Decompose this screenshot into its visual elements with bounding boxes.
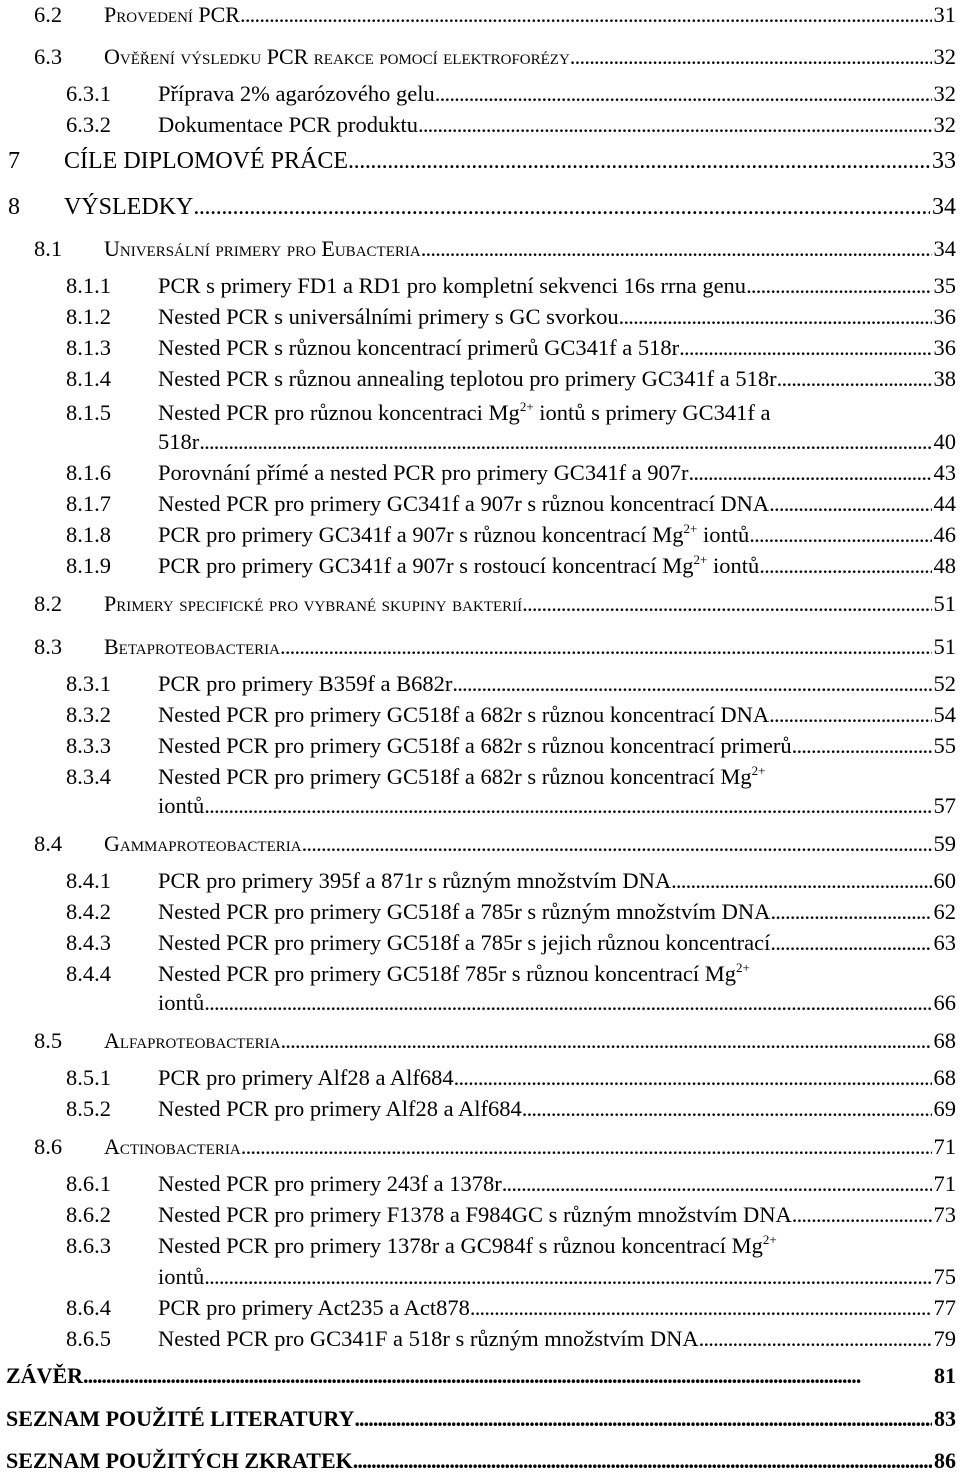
toc-entry[interactable] [66, 1170, 956, 1198]
section-number: 8.1.7 [66, 491, 111, 516]
toc-entry[interactable] [66, 80, 956, 108]
page-number: 77 [933, 1295, 956, 1320]
page-number: 73 [933, 1202, 956, 1227]
dot-leader [699, 1325, 932, 1353]
section-title: Nested PCR pro primery GC518f a 682r s různou koncentrací primerů [158, 733, 792, 758]
toc-entry[interactable] [66, 670, 956, 698]
section-title: Actinobacteria [104, 1134, 241, 1159]
page-number: 83 [934, 1406, 956, 1431]
page-number: 54 [933, 702, 956, 727]
section-number: 6.2 [34, 2, 63, 27]
toc-entry[interactable] [66, 399, 956, 427]
dot-leader [792, 1201, 932, 1229]
dot-leader [619, 303, 932, 331]
toc-entry[interactable] [66, 490, 956, 518]
toc-entry[interactable] [66, 365, 956, 393]
page-number: 44 [933, 491, 956, 516]
dot-leader [777, 365, 932, 393]
section-number: 6.3 [34, 44, 63, 69]
section-number: 8.1.2 [66, 304, 111, 329]
dot-leader [241, 1133, 932, 1161]
page-number: 35 [933, 273, 956, 298]
section-title: Nested PCR pro primery GC518f a 785r s různým množstvím DNA [158, 899, 771, 924]
section-title: Nested PCR pro primery GC518f a 785r s jejich různou koncentrací [158, 930, 771, 955]
toc-entry[interactable] [34, 633, 956, 661]
section-number: 6.3.2 [66, 112, 111, 137]
toc-entry[interactable] [66, 552, 956, 580]
chapter-number: 7 [8, 148, 20, 174]
page-number: 60 [933, 868, 956, 893]
page-number: 69 [933, 1096, 956, 1121]
dot-leader [689, 459, 932, 487]
section-number: 8.5 [34, 1028, 63, 1053]
section-title: PCR pro primery Alf28 a Alf684 [158, 1065, 454, 1090]
section-title: Nested PCR pro různou koncentraci $Mg^{2+}$ iontů s primery GC341f a [158, 398, 771, 425]
dot-leader [792, 732, 932, 760]
dot-leader [354, 1405, 932, 1433]
section-title: Nested PCR s universálními primery s GC svorkou [158, 304, 619, 329]
section-title: Betaproteobacteria [104, 634, 280, 659]
toc-entry[interactable] [34, 590, 956, 618]
toc-entry[interactable] [66, 701, 956, 729]
section-number: 8.3.3 [66, 733, 111, 758]
section-number: 8.5.1 [66, 1065, 111, 1090]
page-number: 34 [933, 236, 956, 261]
section-number: 8.4.3 [66, 930, 111, 955]
section-title: Příprava 2% agarózového gelu [158, 81, 435, 106]
section-number: 8.4 [34, 831, 63, 856]
toc-entry[interactable] [6, 1447, 956, 1475]
toc-entry-continuation[interactable] [158, 428, 956, 456]
section-number: 8.1 [34, 236, 63, 261]
section-number: 8.1.1 [66, 273, 111, 298]
dot-leader [502, 1170, 932, 1198]
page-number: 51 [933, 634, 956, 659]
page-number: 66 [933, 990, 956, 1015]
page-number: 48 [933, 553, 956, 578]
dot-leader [204, 989, 931, 1017]
section-number: 8.5.2 [66, 1096, 111, 1121]
toc-entry[interactable] [66, 1064, 956, 1092]
dot-leader [435, 80, 932, 108]
toc-entry[interactable] [66, 763, 956, 791]
section-number: 8.6.5 [66, 1326, 111, 1351]
page-number: 34 [932, 194, 956, 220]
dot-leader [421, 235, 932, 263]
toc-entry[interactable] [66, 111, 956, 139]
section-title: Nested PCR s různou annealing teplotou pro primery GC341f a 518r [158, 366, 777, 391]
dot-leader [679, 334, 931, 362]
section-title: Universální primery pro Eubacteria [104, 236, 421, 261]
chapter-title: VÝSLEDKY [64, 194, 194, 220]
toc-entry[interactable] [66, 459, 956, 487]
toc-entry[interactable] [34, 235, 956, 263]
section-title-continuation: iontů [158, 793, 205, 818]
section-title: Nested PCR pro primery F1378 a F984GC s různým množstvím DNA [158, 1202, 792, 1227]
section-number: 8.3.4 [66, 764, 111, 789]
toc-entry[interactable] [66, 1232, 956, 1260]
toc-entry[interactable] [66, 1325, 956, 1353]
section-title: Nested PCR pro primery GC518f a 682r s různou koncentrací DNA [158, 702, 770, 727]
toc-entry[interactable] [8, 147, 956, 175]
section-title: Alfaproteobacteria [104, 1028, 281, 1053]
section-number: 6.3.1 [66, 81, 111, 106]
chapter-title: SEZNAM POUŽITÉ LITERATURY [6, 1406, 355, 1431]
dot-leader [570, 43, 932, 71]
toc-entry[interactable] [66, 867, 956, 895]
dot-leader [759, 552, 931, 580]
section-title: PCR pro primery 395f a 871r s různým množstvím DNA [158, 868, 672, 893]
dot-leader [280, 1027, 931, 1055]
dot-leader [522, 590, 931, 618]
toc-entry-continuation[interactable] [158, 792, 956, 820]
section-number: 8.6.4 [66, 1295, 111, 1320]
dot-leader [769, 701, 931, 729]
section-number: 8.1.9 [66, 553, 111, 578]
page-number: 32 [933, 112, 956, 137]
dot-leader [770, 929, 931, 957]
section-number: 8.1.8 [66, 522, 111, 547]
section-title: Gammaproteobacteria [104, 831, 302, 856]
dot-leader [470, 1294, 932, 1322]
page-number: 71 [933, 1134, 956, 1159]
toc-entry[interactable] [8, 193, 956, 221]
page-number: 57 [933, 793, 956, 818]
page-number: 68 [933, 1065, 956, 1090]
section-number: 8.6.2 [66, 1202, 111, 1227]
dot-leader [746, 272, 931, 300]
section-title: Nested PCR pro GC341F a 518r s různým množstvím DNA [158, 1326, 699, 1351]
section-number: 8.1.3 [66, 335, 111, 360]
dot-leader [280, 633, 932, 661]
page-number: 55 [933, 733, 956, 758]
section-number: 8.3 [34, 634, 63, 659]
toc-entry-continuation[interactable] [158, 989, 956, 1017]
section-number: 8.6 [34, 1134, 63, 1159]
dot-leader [193, 193, 930, 221]
section-title: PCR pro primery Act235 a Act878 [158, 1295, 470, 1320]
section-title: PCR pro primery GC341f a 907r s rostoucí koncentrací $Mg^{2+}$ iontů [158, 551, 760, 578]
page-number: 81 [934, 1363, 956, 1388]
section-title: Porovnání přímé a nested PCR pro primery GC341f a 907r [158, 460, 689, 485]
dot-leader [418, 111, 932, 139]
chapter-title: SEZNAM POUŽITÝCH ZKRATEK [6, 1448, 353, 1473]
page-number: 43 [933, 460, 956, 485]
toc-entry[interactable] [66, 334, 956, 362]
chapter-title: CÍLE DIPLOMOVÉ PRÁCE [64, 148, 349, 174]
section-number: 8.1.5 [66, 400, 111, 425]
dot-leader [770, 898, 931, 926]
section-title: Provedení PCR [104, 2, 240, 27]
section-title: PCR pro primery B359f a B682r [158, 671, 453, 696]
section-title: PCR pro primery GC341f a 907r s různou koncentrací $Mg^{2+}$ iontů [158, 520, 750, 547]
section-number: 8.3.1 [66, 671, 111, 696]
chapter-title: ZÁVĚR [6, 1363, 84, 1388]
dot-leader [353, 1447, 932, 1475]
page-number: 68 [933, 1028, 956, 1053]
dot-leader [199, 428, 931, 456]
section-title: Nested PCR pro primery GC341f a 907r s různou koncentrací DNA [158, 491, 770, 516]
dot-leader [302, 830, 932, 858]
toc-entry[interactable] [66, 1095, 956, 1123]
section-title: Primery specifické pro vybrané skupiny bakterií [104, 591, 523, 616]
page-number: 36 [933, 304, 956, 329]
section-number: 8.6.3 [66, 1233, 111, 1258]
section-title: Nested PCR pro primery 1378r a GC984f s různou koncentrací $Mg^{2+}$ [158, 1231, 777, 1258]
section-title: Nested PCR s různou koncentrací primerů GC341f a 518r [158, 335, 680, 360]
toc-entry[interactable] [66, 898, 956, 926]
section-number: 8.3.2 [66, 702, 111, 727]
page-number: 38 [933, 366, 956, 391]
section-number: 8.4.4 [66, 961, 111, 986]
toc-entry[interactable] [34, 1, 956, 29]
page-number: 32 [933, 44, 956, 69]
page-number: 51 [933, 591, 956, 616]
section-title: Nested PCR pro primery Alf28 a Alf684 [158, 1096, 522, 1121]
section-number: 8.1.6 [66, 460, 111, 485]
page-number: 40 [933, 429, 956, 454]
page-number: 62 [933, 899, 956, 924]
dot-leader [749, 521, 931, 549]
dot-leader [348, 147, 930, 175]
toc-entry[interactable] [66, 1294, 956, 1322]
toc-entry[interactable] [66, 732, 956, 760]
dot-leader [452, 670, 931, 698]
dot-leader [204, 1263, 931, 1291]
toc-entry[interactable] [66, 960, 956, 988]
toc-entry[interactable] [66, 929, 956, 957]
section-number: 8.2 [34, 591, 63, 616]
dot-leader [83, 1362, 932, 1390]
section-number: 8.1.4 [66, 366, 111, 391]
section-title-continuation: iontů [158, 990, 205, 1015]
page-number: 75 [933, 1264, 956, 1289]
section-number: 8.6.1 [66, 1171, 111, 1196]
section-title-continuation: 518r [158, 429, 200, 454]
toc-entry[interactable] [66, 521, 956, 549]
section-number: 8.4.1 [66, 868, 111, 893]
section-title: Dokumentace PCR produktu [158, 112, 418, 137]
section-number: 8.4.2 [66, 899, 111, 924]
dot-leader [769, 490, 931, 518]
toc-entry[interactable] [34, 43, 956, 71]
section-title: Ověření výsledku PCR reakce pomocí elektroforézy [104, 44, 570, 69]
page-number: 33 [932, 148, 956, 174]
page-number: 46 [933, 522, 956, 547]
page-number: 86 [934, 1448, 956, 1473]
toc-entry[interactable] [66, 303, 956, 331]
section-title: Nested PCR pro primery GC518f 785r s různou koncentrací $Mg^{2+}$ [158, 959, 750, 986]
dot-leader [454, 1064, 932, 1092]
page-number: 71 [933, 1171, 956, 1196]
toc-entry[interactable] [66, 272, 956, 300]
toc-entry[interactable] [66, 1201, 956, 1229]
page-number: 52 [933, 671, 956, 696]
chapter-number: 8 [8, 194, 20, 220]
section-title: Nested PCR pro primery 243f a 1378r [158, 1171, 502, 1196]
page-number: 79 [933, 1326, 956, 1351]
toc-entry[interactable] [6, 1405, 956, 1433]
section-title: Nested PCR pro primery GC518f a 682r s různou koncentrací $Mg^{2+}$ [158, 762, 766, 789]
toc-entry[interactable] [34, 1027, 956, 1055]
toc-entry[interactable] [6, 1362, 956, 1390]
page-number: 32 [933, 81, 956, 106]
dot-leader [671, 867, 931, 895]
page-number: 36 [933, 335, 956, 360]
toc-entry[interactable] [34, 1133, 956, 1161]
dot-leader [522, 1095, 932, 1123]
toc-entry-continuation[interactable] [158, 1263, 956, 1291]
page-number: 63 [933, 930, 956, 955]
section-title: PCR s primery FD1 a RD1 pro kompletní sekvenci 16s rrna genu [158, 273, 747, 298]
page-number: 59 [933, 831, 956, 856]
page-number: 31 [933, 2, 956, 27]
dot-leader [240, 1, 932, 29]
dot-leader [204, 792, 931, 820]
section-title-continuation: iontů [158, 1264, 205, 1289]
toc-entry[interactable] [34, 830, 956, 858]
